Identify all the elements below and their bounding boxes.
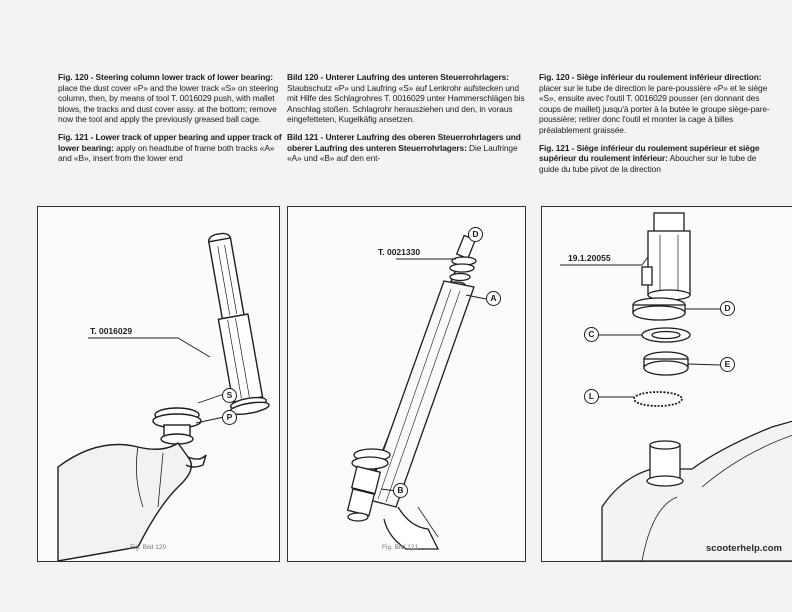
figure-3-panel — [541, 206, 792, 562]
callout-p: P — [222, 410, 237, 425]
text-column-english — [58, 72, 286, 171]
watermark-text: scooterhelp.com — [705, 543, 782, 554]
heading-fig120-en: Fig. 120 - Steering column lower track of lower bearing: — [58, 72, 273, 82]
paragraph-fig120-en — [58, 72, 286, 125]
body-fig120-fr: placer sur le tube de direction le pare-poussière «P» et le siège «S», ensuite avec l'outil T. 0016029 pousser (en donnant des coups de maillet) jusqu'à porter à la butée le groupe siège-pare-poussière; retirer donc l'outil et monter la cage à billes préalablement graissée. — [539, 82, 770, 135]
heading-fig121-fr: Fig. 121 - Siège inférieur du roulement supérieur et siège supérieur du roulement inférieur: — [539, 142, 760, 164]
figure-121-caption: Fig. Bild 121 — [382, 544, 419, 551]
tool-label-t0021330: T. 0021330 — [378, 247, 421, 257]
heading-fig121-en: Fig. 121 - Lower track of upper bearing and upper track of lower bearing: — [58, 131, 282, 153]
tool-label-19120055: 19.1.20055 — [568, 253, 611, 263]
callout-d: D — [720, 301, 735, 316]
body-fig120-de: Staubschutz «P» und Laufring «S» auf Lenkrohr aufstecken und mit Hilfe des Schlagrohres T. 0016029 unter Hammerschlägen bis Anschlag stoßen. Schlagrohr herausziehen und den, in voraus eingefetteten, Kugelkäfig ansetzen. — [287, 82, 525, 125]
figure-121-drawing — [288, 207, 525, 561]
callout-a: A — [486, 291, 501, 306]
callout-l: L — [584, 389, 599, 404]
figure-120-caption: Fig. Bild 120 — [130, 544, 167, 551]
callout-d: D — [468, 227, 483, 242]
heading-fig120-de: Bild 120 - Unterer Laufring des unteren Steuerrohrlagers: — [287, 72, 509, 82]
tool-label-t0016029: T. 0016029 — [90, 326, 133, 336]
callout-e: E — [720, 357, 735, 372]
text-column-french — [539, 72, 775, 181]
callout-b: B — [393, 483, 408, 498]
heading-fig121-de: Bild 121 - Unterer Laufring des oberen Steuerrohrlagers und oberer Laufring des unteren Steuerrohrlagers: — [287, 131, 521, 153]
body-fig121-de: Die Laufringe «A» und «B» auf den ent- — [287, 142, 518, 164]
figure-121-panel — [287, 206, 526, 562]
text-column-german — [287, 72, 525, 171]
paragraph-fig121-fr — [539, 143, 775, 175]
heading-fig120-fr: Fig. 120 - Siège inférieur du roulement inférieur direction: — [539, 72, 762, 82]
callout-c: C — [584, 327, 599, 342]
paragraph-fig121-de — [287, 132, 525, 164]
paragraph-fig121-en — [58, 132, 286, 164]
paragraph-fig120-fr — [539, 72, 775, 136]
paragraph-fig120-de — [287, 72, 525, 125]
body-fig120-en: place the dust cover «P» and the lower track «S» on steering column, then, by means of tool T. 0016029 push, with mallet blows, the tracks and dust cover assy. at the bottom; remove now the tool and apply the previously greased ball cage. — [58, 82, 279, 125]
callout-s: S — [222, 388, 237, 403]
body-fig121-en: apply on headtube of frame both tracks «A» and «B», insert from the lower end — [58, 142, 275, 164]
figure-120-drawing — [38, 207, 279, 561]
body-fig121-fr: Aboucher sur le tube de guide du tube pivot de la direction — [539, 153, 757, 174]
figure-120-panel — [37, 206, 280, 562]
